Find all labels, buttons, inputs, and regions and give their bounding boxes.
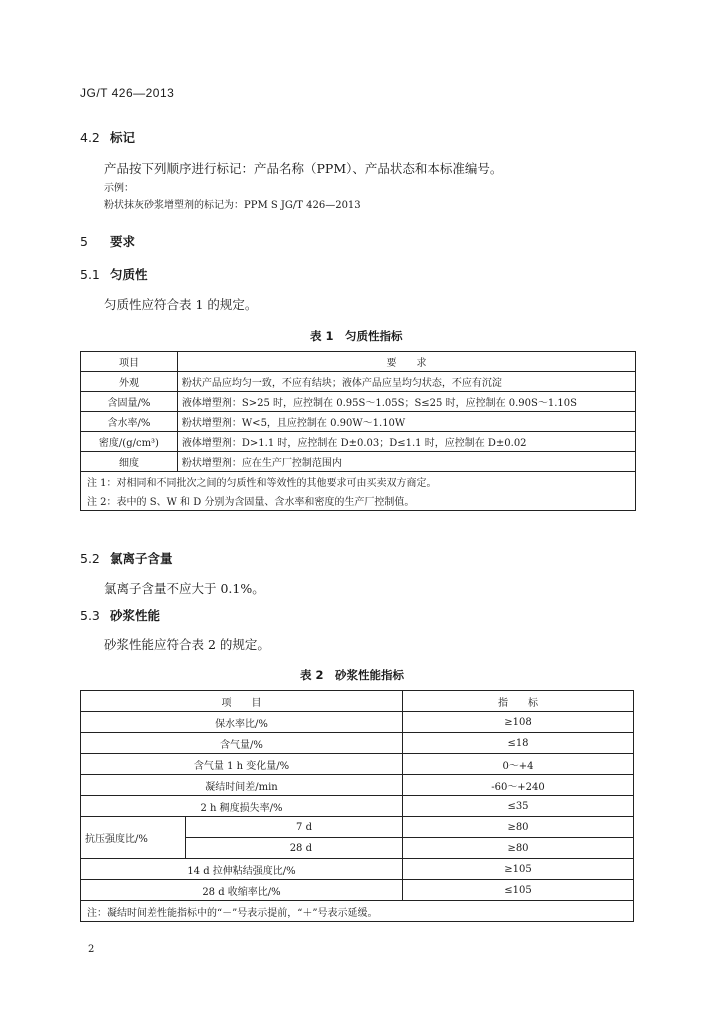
table-row: [81, 412, 636, 432]
item-cell: 14 d 拉伸粘结强度比/%: [81, 859, 403, 880]
section-5-2-heading: [80, 549, 173, 567]
example-text: 粉状抹灰砂浆增塑剂的标记为：PPM S JG/T 426—2013: [104, 200, 361, 211]
table-row: [81, 775, 634, 796]
value-cell: ≥108: [403, 712, 634, 733]
standard-code: JG/T 426—2013: [80, 86, 175, 100]
header-cell: 项 目: [81, 691, 403, 712]
table-row: [81, 754, 634, 775]
section-number: 5.3: [80, 608, 100, 623]
value-cell: 0～+4: [403, 754, 634, 775]
table-row: [81, 452, 636, 472]
table-1-caption: 表 1 匀质性指标: [310, 329, 403, 343]
item-cell: 保水率比/%: [81, 712, 403, 733]
value-cell: ≥105: [403, 859, 634, 880]
table-row: [81, 372, 636, 392]
section-title: 氯离子含量: [110, 551, 173, 566]
table-row: [81, 712, 634, 733]
strength-label-cell: 抗压强度比/%: [81, 817, 186, 859]
section-4-2-text: 产品按下列顺序进行标记：产品名称（PPM）、产品状态和本标准编号。: [104, 161, 503, 176]
value-cell: ≤18: [403, 733, 634, 754]
table-row: [81, 796, 634, 817]
table-header-row: [81, 352, 636, 372]
requirement-cell: 液体增塑剂：D>1.1 时，应控制在 D±0.03；D≤1.1 时，应控制在 D±0.02: [177, 432, 635, 452]
section-title: 标记: [110, 130, 136, 145]
table-2: [80, 690, 634, 922]
requirement-cell: 粉状增塑剂：应在生产厂控制范围内: [177, 452, 635, 472]
value-cell: ≥80: [403, 817, 634, 838]
section-number: 5.2: [80, 551, 100, 566]
example-label: 示例：: [104, 183, 134, 194]
table-note-row: [81, 472, 636, 492]
item-cell: 含水率/%: [81, 412, 178, 432]
item-cell: 外观: [81, 372, 178, 392]
table-row: [81, 392, 636, 412]
header-cell: 项目: [81, 352, 178, 372]
item-cell: 凝结时间差/min: [81, 775, 403, 796]
item-cell: 密度/(g/cm³): [81, 432, 178, 452]
item-cell: 含气量/%: [81, 733, 403, 754]
page-number: 2: [88, 944, 95, 955]
section-number: 4.2: [80, 130, 100, 145]
header-cell: 指 标: [403, 691, 634, 712]
requirement-cell: 粉状增塑剂：W<5，且应控制在 0.90W～1.10W: [177, 412, 635, 432]
section-number: 5: [80, 234, 88, 249]
section-title: 砂浆性能: [110, 608, 161, 623]
table-row: [81, 733, 634, 754]
item-cell: 含气量 1 h 变化量/%: [81, 754, 403, 775]
age-cell: 7 d: [186, 817, 403, 838]
age-cell: 28 d: [186, 838, 403, 859]
value-cell: ≤105: [403, 880, 634, 901]
table-row: [81, 817, 634, 838]
table-note-row: [81, 491, 636, 511]
table-2-caption: 表 2 砂浆性能指标: [300, 668, 405, 682]
table-row: [81, 880, 634, 901]
requirement-cell: 液体增塑剂：S>25 时，应控制在 0.95S～1.05S；S≤25 时，应控制在 0.90S～1.10S: [177, 392, 635, 412]
value-cell: ≥80: [403, 838, 634, 859]
table-note: 注：凝结时间差性能指标中的“－”号表示提前，“＋”号表示延缓。: [81, 901, 634, 922]
item-cell: 2 h 稠度损失率/%: [81, 796, 403, 817]
section-number: 5.1: [80, 267, 100, 282]
table-note-row: [81, 901, 634, 922]
item-cell: 28 d 收缩率比/%: [81, 880, 403, 901]
section-5-1-text: 匀质性应符合表 1 的规定。: [104, 297, 258, 312]
requirement-cell: 粉状产品应均匀一致，不应有结块；液体产品应呈均匀状态，不应有沉淀: [177, 372, 635, 392]
item-cell: 含固量/%: [81, 392, 178, 412]
value-cell: ≤35: [403, 796, 634, 817]
section-5-2-text: 氯离子含量不应大于 0.1%。: [104, 581, 265, 596]
header-cell: 要 求: [177, 352, 635, 372]
section-5-heading: [80, 232, 135, 250]
item-cell: 细度: [81, 452, 178, 472]
value-cell: -60～+240: [403, 775, 634, 796]
section-5-3-heading: [80, 606, 160, 624]
section-5-3-text: 砂浆性能应符合表 2 的规定。: [104, 637, 270, 652]
section-title: 匀质性: [110, 267, 148, 282]
section-5-1-heading: [80, 265, 148, 283]
section-4-2-heading: [80, 128, 135, 146]
section-title: 要求: [110, 234, 136, 249]
table-1: [80, 351, 636, 511]
table-header-row: [81, 691, 634, 712]
table-row: [81, 859, 634, 880]
table-note: 注 1：对相同和不同批次之间的匀质性和等效性的其他要求可由买卖双方商定。: [81, 472, 636, 492]
table-row: [81, 432, 636, 452]
table-note: 注 2：表中的 S、W 和 D 分别为含固量、含水率和密度的生产厂控制值。: [81, 491, 636, 511]
